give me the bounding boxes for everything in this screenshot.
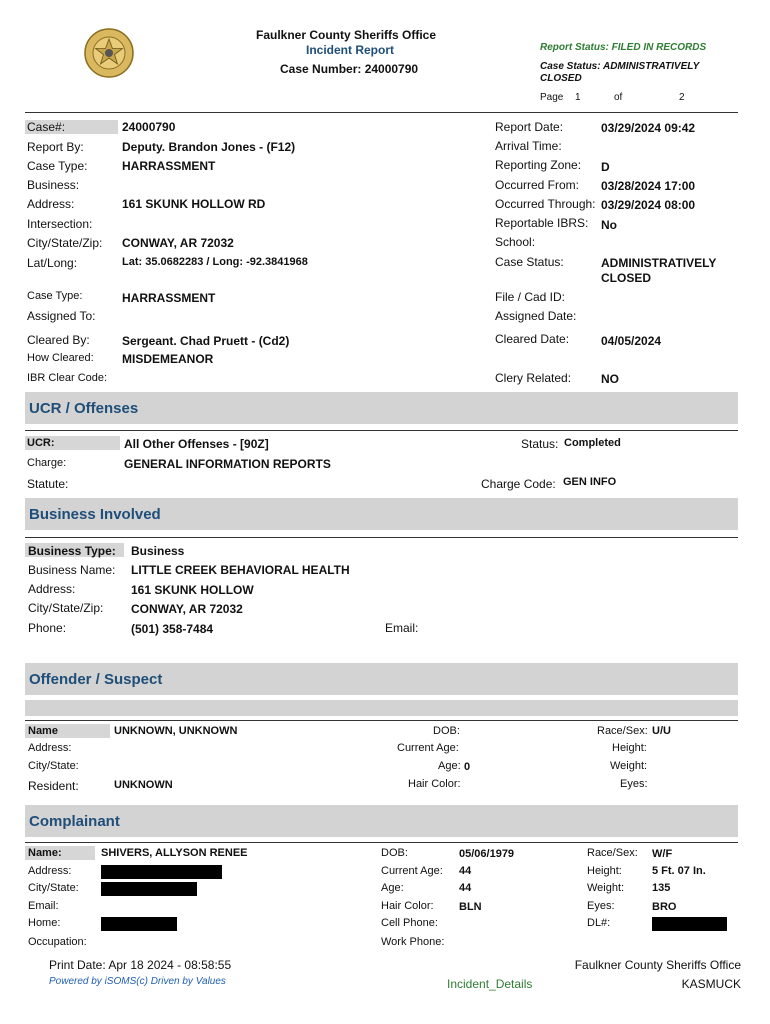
file-cad-label: File / Cad ID: <box>495 290 566 304</box>
case-status-label: Case Status: <box>495 255 564 269</box>
complainant-height-value: 5 Ft. 07 In. <box>652 865 706 877</box>
sheriff-badge-logo <box>84 28 134 78</box>
offender-resident-label: Resident: <box>28 779 79 793</box>
case-no-value: 24000790 <box>122 120 176 134</box>
cleared-by-value: Sergeant. Chad Pruett - (Cd2) <box>122 334 290 348</box>
ucr-divider <box>25 430 738 431</box>
complainant-race-value: W/F <box>652 848 673 860</box>
business-section-title: Business Involved <box>29 506 161 523</box>
case-type2-value: HARRASSMENT <box>122 291 216 305</box>
business-name-label: Business Name: <box>28 563 116 577</box>
how-cleared-value: MISDEMEANOR <box>122 352 214 366</box>
offender-name-value: UNKNOWN, UNKNOWN <box>114 725 238 737</box>
complainant-name-value: SHIVERS, ALLYSON RENEE <box>101 847 248 859</box>
offender-race-value: U/U <box>652 725 671 737</box>
business-address-value: 161 SKUNK HOLLOW <box>131 583 254 597</box>
business-email-label: Email: <box>385 621 419 635</box>
complainant-height-label: Height: <box>587 865 622 877</box>
ucr-label: UCR: <box>27 437 55 449</box>
statute-label: Statute: <box>27 477 69 491</box>
complainant-weight-label: Weight: <box>587 882 625 894</box>
cleared-date-label: Cleared Date: <box>495 332 570 346</box>
address-label: Address: <box>27 197 75 211</box>
complainant-weight-value: 135 <box>652 882 671 894</box>
charge-code-label: Charge Code: <box>481 477 556 491</box>
case-type-label: Case Type: <box>27 159 88 173</box>
charge-label: Charge: <box>27 457 67 469</box>
org-title: Faulkner County Sheriffs Office <box>256 28 437 42</box>
how-cleared-label: How Cleared: <box>27 352 94 364</box>
business-phone-value: (501) 358-7484 <box>131 622 214 636</box>
offender-section-title: Offender / Suspect <box>29 671 163 688</box>
page-of: of <box>614 92 623 103</box>
report-date-label: Report Date: <box>495 120 564 134</box>
complainant-hair-label: Hair Color: <box>381 900 434 912</box>
case-status-value-line1: ADMINISTRATIVELY <box>601 256 717 270</box>
complainant-current-age-label: Current Age: <box>381 865 443 877</box>
page-number: 1 <box>575 92 581 103</box>
offender-race-label: Race/Sex: <box>597 725 648 737</box>
complainant-race-label: Race/Sex: <box>587 847 638 859</box>
offender-age-value: 0 <box>464 761 471 773</box>
footer-center-label: Incident_Details <box>447 977 533 991</box>
clery-related-label: Clery Related: <box>495 371 572 385</box>
arrival-time-label: Arrival Time: <box>495 139 562 153</box>
business-label: Business: <box>27 178 80 192</box>
report-date-value: 03/29/2024 09:42 <box>601 121 696 135</box>
page-total: 2 <box>679 92 685 103</box>
clery-related-value: NO <box>601 372 619 386</box>
print-date: Print Date: Apr 18 2024 - 08:58:55 <box>49 958 232 972</box>
lat-long-label: Lat/Long: <box>27 256 78 270</box>
lat-long-value: Lat: 35.0682283 / Long: -92.3841968 <box>122 256 308 268</box>
redacted-city <box>101 882 197 896</box>
business-name-value: LITTLE CREEK BEHAVIORAL HEALTH <box>131 563 350 577</box>
offender-name-label: Name <box>28 725 58 737</box>
ucr-section-header <box>25 392 738 424</box>
business-phone-label: Phone: <box>28 621 67 635</box>
page-label: Page <box>540 92 564 103</box>
footer-user: KASMUCK <box>681 977 741 991</box>
case-type2-label: Case Type: <box>27 290 83 302</box>
ucr-value: All Other Offenses - [90Z] <box>124 437 269 451</box>
cleared-by-label: Cleared By: <box>27 333 90 347</box>
school-label: School: <box>495 235 536 249</box>
redacted-address <box>101 865 222 879</box>
business-csz-value: CONWAY, AR 72032 <box>131 602 243 616</box>
complainant-eyes-label: Eyes: <box>587 900 615 912</box>
assigned-date-label: Assigned Date: <box>495 309 577 323</box>
complainant-divider <box>25 842 738 843</box>
business-type-label: Business Type: <box>28 544 116 558</box>
header-divider <box>25 112 738 113</box>
complainant-name-label: Name: <box>28 847 62 859</box>
complainant-work-label: Work Phone: <box>381 936 445 948</box>
offender-hair-label: Hair Color: <box>408 778 461 790</box>
cleared-date-value: 04/05/2024 <box>601 334 662 348</box>
case-number-heading: Case Number: 24000790 <box>280 62 419 76</box>
occurred-from-label: Occurred From: <box>495 178 580 192</box>
case-status-line2: CLOSED <box>540 73 582 84</box>
business-type-value: Business <box>131 544 185 558</box>
report-by-label: Report By: <box>27 140 84 154</box>
offender-dob-label: DOB: <box>433 725 460 737</box>
reportable-ibrs-value: No <box>601 218 617 232</box>
complainant-current-age-value: 44 <box>459 865 472 877</box>
business-section-header <box>25 498 738 530</box>
complainant-address-label: Address: <box>28 865 72 877</box>
complainant-hair-value: BLN <box>459 901 482 913</box>
ucr-section-title: UCR / Offenses <box>29 400 139 417</box>
address-value: 161 SKUNK HOLLOW RD <box>122 197 266 211</box>
city-state-zip-label: City/State/Zip: <box>27 236 103 250</box>
offender-section-header <box>25 663 738 695</box>
charge-code-value: GEN INFO <box>563 476 617 488</box>
offender-divider <box>25 720 738 721</box>
complainant-age-value: 44 <box>459 882 472 894</box>
report-title: Incident Report <box>306 43 395 57</box>
complainant-age-label: Age: <box>381 882 404 894</box>
city-state-zip-value: CONWAY, AR 72032 <box>122 236 234 250</box>
footer-org: Faulkner County Sheriffs Office <box>574 958 741 972</box>
redacted-home-phone <box>101 917 177 931</box>
report-by-value: Deputy. Brandon Jones - (F12) <box>122 140 296 154</box>
complainant-cell-label: Cell Phone: <box>381 917 438 929</box>
business-csz-label: City/State/Zip: <box>28 601 104 615</box>
offender-subheader-bar <box>25 700 738 716</box>
report-status: Report Status: FILED IN RECORDS <box>540 42 707 53</box>
complainant-section-header <box>25 805 738 837</box>
offender-eyes-label: Eyes: <box>620 778 648 790</box>
ibr-clear-code-label: IBR Clear Code: <box>27 372 108 384</box>
powered-by: Powered by iSOMS(c) Driven by Values <box>49 976 226 987</box>
offender-age-label: Age: <box>438 760 461 772</box>
reporting-zone-value: D <box>601 160 610 174</box>
business-address-label: Address: <box>28 582 76 596</box>
case-status-value-line2: CLOSED <box>601 271 652 285</box>
offender-address-label: Address: <box>28 742 72 754</box>
ucr-status-label: Status: <box>521 437 559 451</box>
charge-value: GENERAL INFORMATION REPORTS <box>124 457 331 471</box>
complainant-email-label: Email: <box>28 900 59 912</box>
case-no-label: Case#: <box>27 120 66 134</box>
offender-weight-label: Weight: <box>610 760 648 772</box>
case-status-line1: Case Status: ADMINISTRATIVELY <box>540 61 700 72</box>
complainant-occupation-label: Occupation: <box>28 936 87 948</box>
occurred-through-value: 03/29/2024 08:00 <box>601 198 696 212</box>
complainant-dob-label: DOB: <box>381 847 408 859</box>
ucr-status-value: Completed <box>564 437 621 449</box>
complainant-eyes-value: BRO <box>652 901 677 913</box>
complainant-section-title: Complainant <box>29 813 120 830</box>
occurred-through-label: Occurred Through: <box>495 197 596 211</box>
offender-city-label: City/State: <box>28 760 79 772</box>
occurred-from-value: 03/28/2024 17:00 <box>601 179 696 193</box>
assigned-to-label: Assigned To: <box>27 309 96 323</box>
intersection-label: Intersection: <box>27 217 93 231</box>
complainant-dl-label: DL#: <box>587 917 611 929</box>
offender-current-age-label: Current Age: <box>397 742 459 754</box>
complainant-city-label: City/State: <box>28 882 79 894</box>
offender-resident-value: UNKNOWN <box>114 779 173 791</box>
case-type-value: HARRASSMENT <box>122 159 216 173</box>
complainant-home-label: Home: <box>28 917 61 929</box>
redacted-dl-number <box>652 917 727 931</box>
reportable-ibrs-label: Reportable IBRS: <box>495 216 589 230</box>
reporting-zone-label: Reporting Zone: <box>495 158 582 172</box>
complainant-dob-value: 05/06/1979 <box>459 848 515 860</box>
business-divider <box>25 537 738 538</box>
offender-height-label: Height: <box>612 742 647 754</box>
